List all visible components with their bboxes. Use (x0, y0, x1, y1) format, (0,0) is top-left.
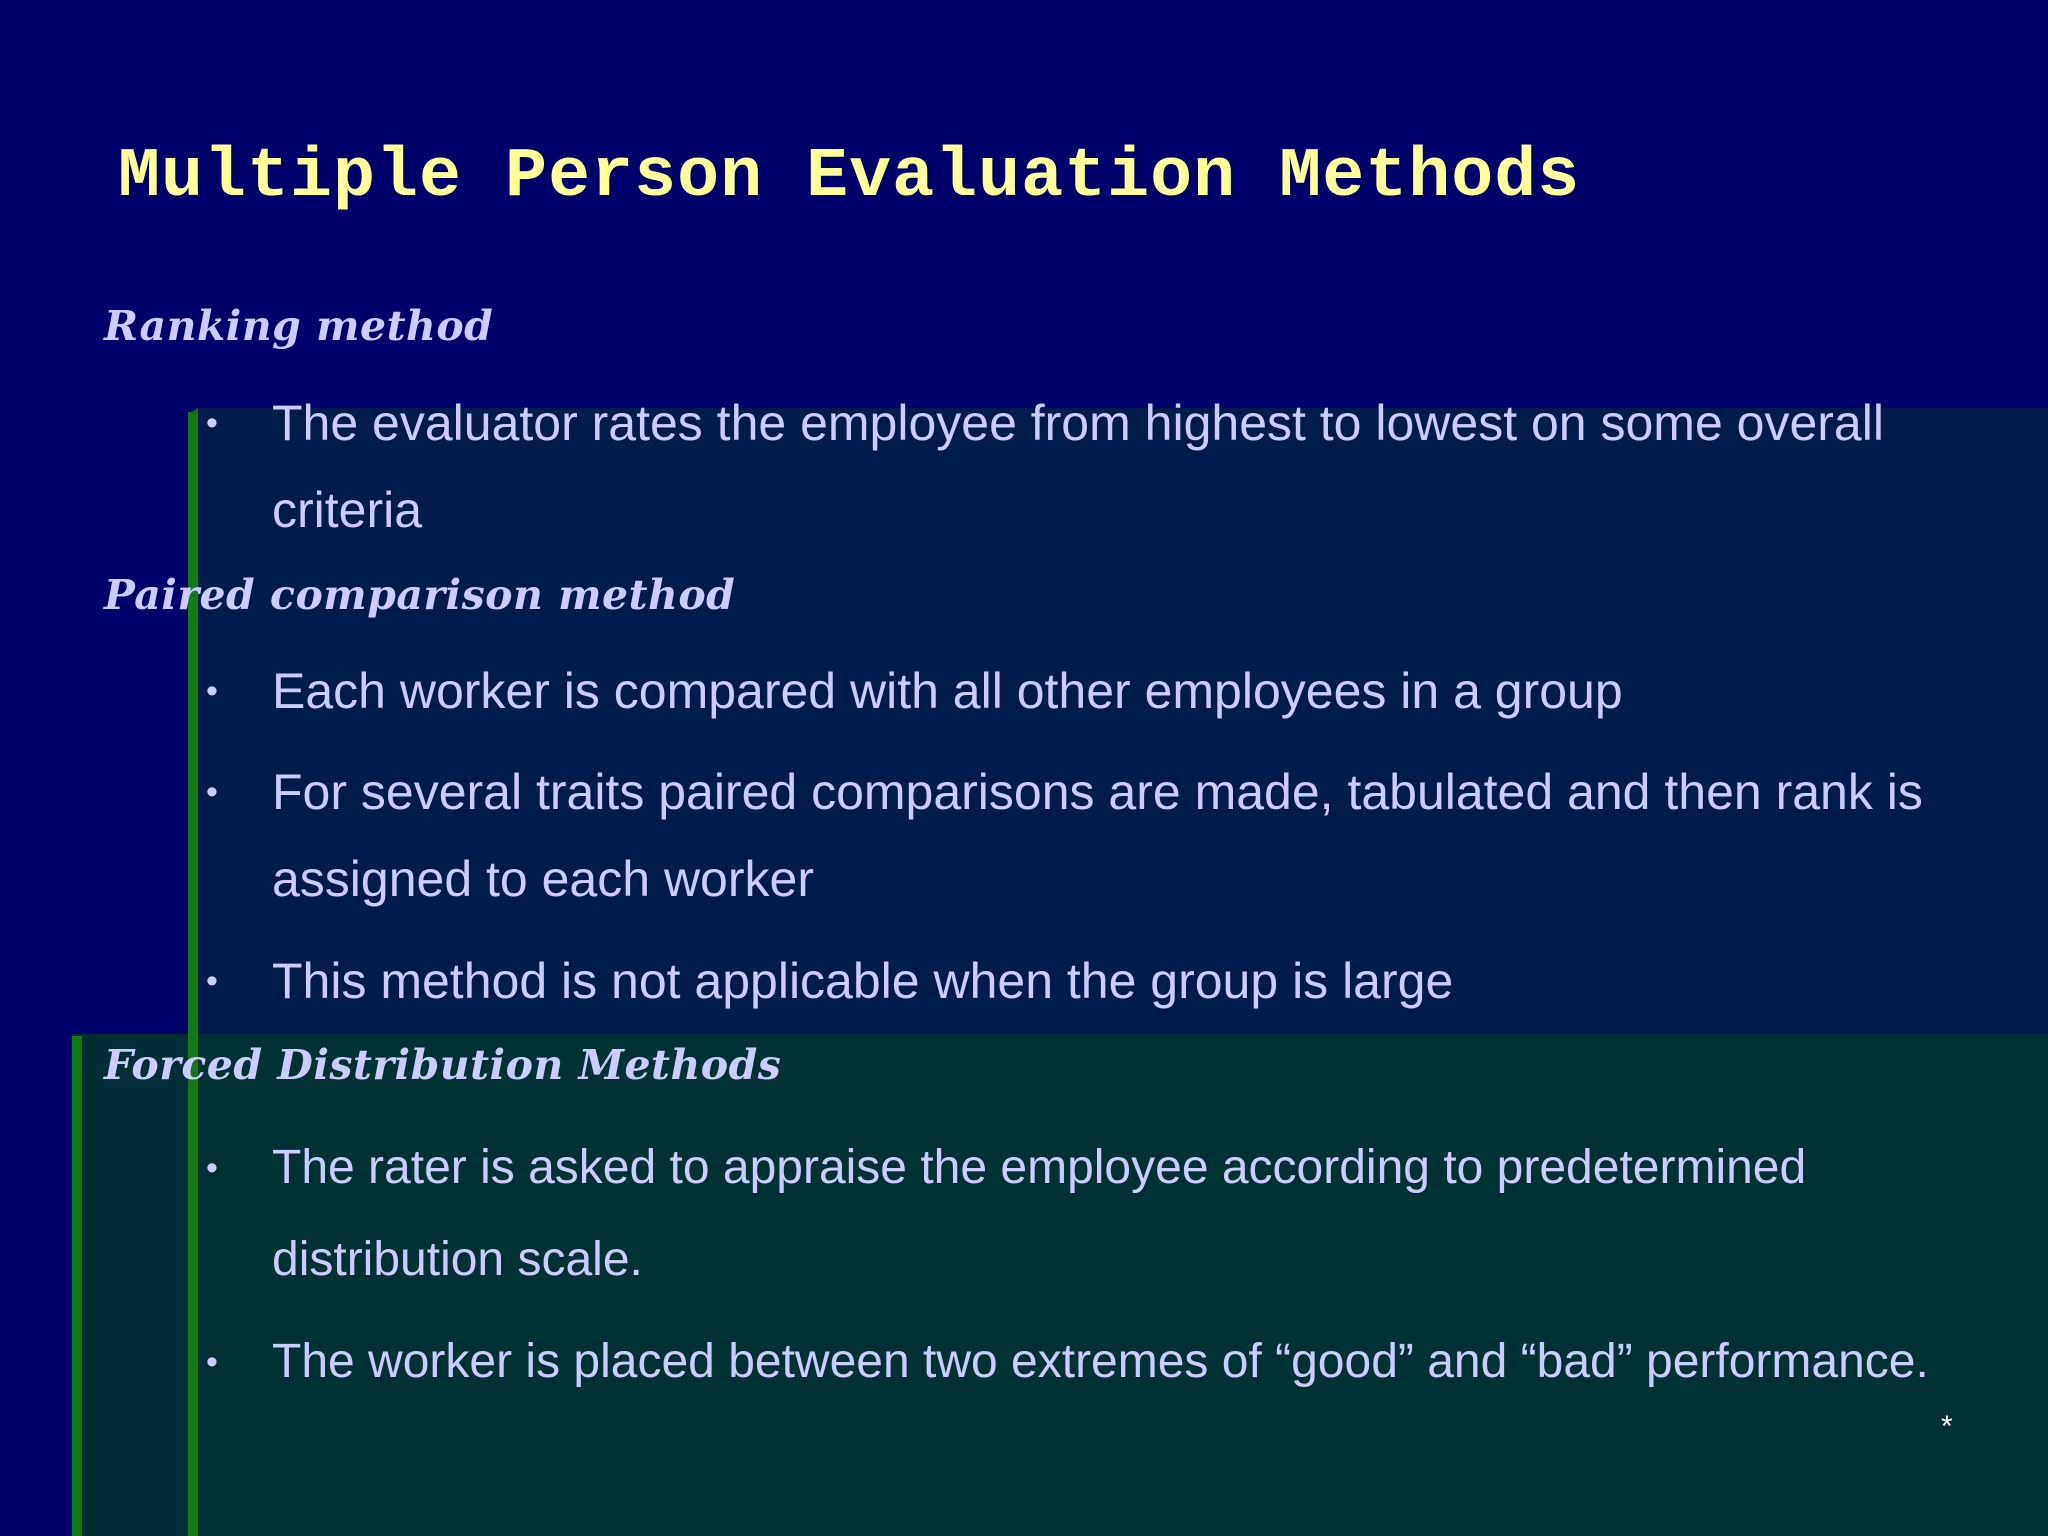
bullet-glyph: • (206, 773, 218, 811)
bullet-text: For several traits paired comparisons are made, tabulated and then rank is assigned to each worker (272, 764, 1923, 907)
footer-asterisk: * (1941, 1410, 1953, 1443)
bullet-text: Each worker is compared with all other employees in a group (272, 663, 1623, 719)
bullet-glyph: • (206, 1149, 218, 1187)
bullet-item (206, 938, 1946, 1025)
bullet-item (206, 380, 1946, 554)
bullet-text: The rater is asked to appraise the employee according to predetermined distribution scale. (272, 1141, 1807, 1286)
accent-bar-cap (188, 408, 198, 414)
bullet-item (206, 1122, 1946, 1306)
section-heading-ranking: Ranking method (104, 302, 494, 350)
slide-title: Multiple Person Evaluation Methods (118, 138, 1581, 217)
bullet-item (206, 1316, 1946, 1408)
bullet-text: The worker is placed between two extremes of “good” and “bad” performance. (272, 1335, 1929, 1388)
bullet-glyph: • (206, 1343, 218, 1381)
bullet-glyph: • (206, 404, 218, 442)
bullet-glyph: • (206, 962, 218, 1000)
bullet-glyph: • (206, 672, 218, 710)
section-heading-paired-comparison: Paired comparison method (104, 571, 736, 619)
bullet-text: This method is not applicable when the group is large (272, 953, 1454, 1009)
bullet-item (206, 648, 1946, 735)
bullet-text: The evaluator rates the employee from highest to lowest on some overall criteria (272, 395, 1884, 538)
section-heading-forced-distribution: Forced Distribution Methods (104, 1041, 782, 1089)
accent-bar-lower (72, 1036, 82, 1536)
bullet-item (206, 749, 1946, 923)
